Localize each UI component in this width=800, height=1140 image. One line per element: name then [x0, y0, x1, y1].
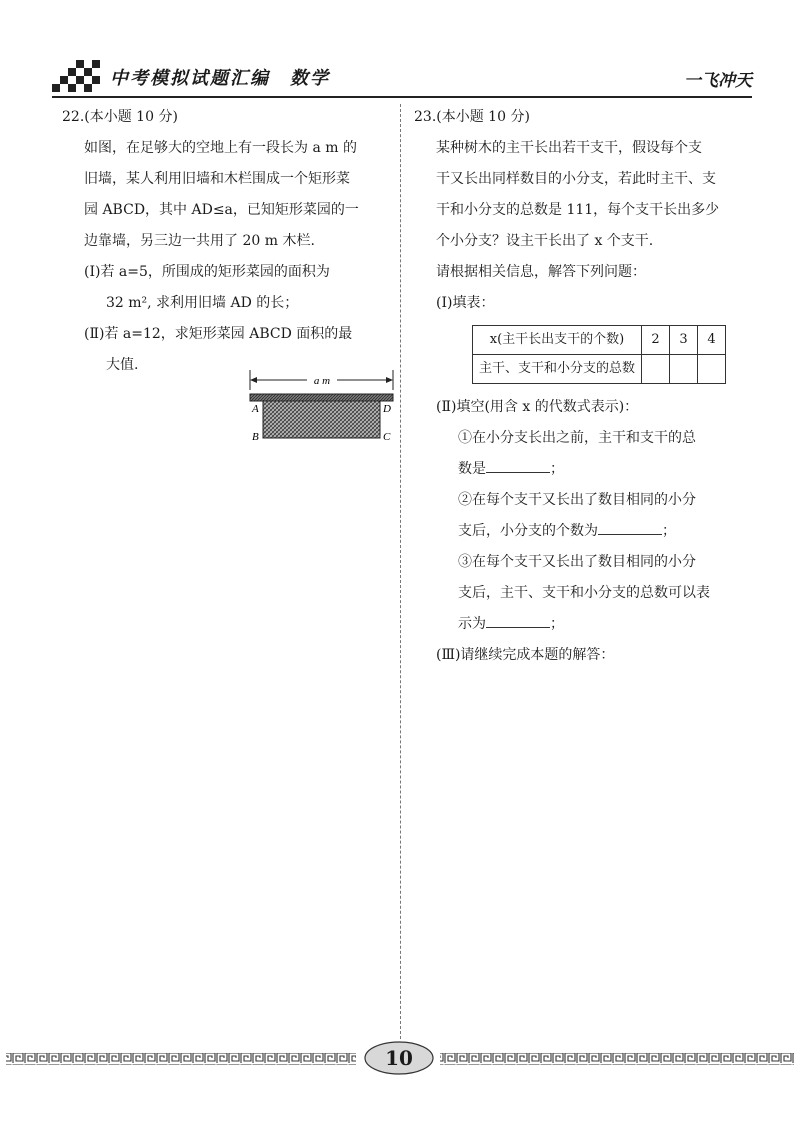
q23-item2-cont	[414, 516, 759, 547]
q23-item2: ②在每个支干又长出了数目相同的小分	[458, 492, 696, 508]
q23-item3-cont2	[414, 609, 759, 640]
table-row	[473, 326, 726, 355]
q22-number: 22.(本小题 10 分)	[62, 109, 178, 125]
column-divider	[400, 104, 401, 1039]
q22-stem-line: 旧墙，某人利用旧墙和木栏围成一个矩形菜	[84, 171, 350, 187]
page-number: 10	[385, 1046, 413, 1070]
q23-item1-cont	[414, 454, 759, 485]
q22-part1-cont: 32 m², 求利用旧墙 AD 的长；	[106, 295, 299, 311]
q23-item3-text: 示为	[458, 616, 486, 632]
table-row	[473, 355, 726, 384]
answer-blank[interactable]	[598, 520, 662, 535]
book-title: 中考模拟试题汇编 数学	[110, 68, 330, 89]
question-23	[414, 102, 759, 671]
q23-instruction: 请根据相关信息，解答下列问题：	[436, 264, 646, 280]
answer-cell[interactable]	[642, 355, 670, 384]
q22-stem-line: 边靠墙，另三边一共用了 20 m 木栏.	[84, 233, 315, 249]
page-header	[52, 58, 752, 98]
answer-blank[interactable]	[486, 458, 550, 473]
q23-item1-text: 数是	[458, 461, 486, 477]
checkerboard-logo-icon	[52, 60, 104, 94]
answer-cell[interactable]	[698, 355, 726, 384]
q23-stem-line: 干又长出同样数目的小分支，若此时主干、支	[436, 171, 716, 187]
q23-item1: ①在小分支长出之前，主干和支干的总	[458, 430, 696, 446]
q22-part2: (Ⅱ)若 a=12，求矩形菜园 ABCD 面积的最	[84, 326, 353, 342]
q23-item2-text: 支后，小分支的个数为	[458, 523, 598, 539]
vertex-a-label: A	[252, 403, 259, 415]
vertex-d-label: D	[383, 403, 391, 415]
q23-stem-line: 干和小分支的总数是 111，每个支干长出多少	[436, 202, 720, 218]
table-header-cell: x(主干长出支干的个数)	[473, 326, 642, 355]
table-cell: 2	[642, 326, 670, 355]
vertex-b-label: B	[252, 431, 259, 443]
q22-stem-line: 园 ABCD，其中 AD≤a，已知矩形菜园的一	[84, 202, 359, 218]
table-cell: 3	[670, 326, 698, 355]
q23-item1-end: ；	[550, 461, 564, 477]
q23-number: 23.(本小题 10 分)	[414, 109, 530, 125]
q23-fill-table	[472, 325, 726, 384]
answer-blank[interactable]	[486, 613, 550, 628]
q22-part1: (Ⅰ)若 a=5，所围成的矩形菜园的面积为	[84, 264, 330, 280]
q23-part2: (Ⅱ)填空(用含 x 的代数式表示)：	[436, 399, 639, 415]
q23-stem-line: 个小分支？设主干长出了 x 个支干.	[436, 233, 654, 249]
header-rule	[52, 96, 752, 98]
question-22	[62, 102, 396, 381]
brand-text: 一飞冲天	[684, 71, 752, 91]
garden-rectangle	[263, 401, 380, 438]
table-cell: 4	[698, 326, 726, 355]
q23-part3: (Ⅲ)请继续完成本题的解答：	[436, 647, 615, 663]
vertex-c-label: C	[383, 431, 391, 443]
q23-item3: ③在每个支干又长出了数目相同的小分	[458, 554, 696, 570]
q22-stem-line: 如图，在足够大的空地上有一段长为 a m 的	[84, 140, 357, 156]
garden-figure	[243, 370, 403, 450]
q23-item3-cont: 支后，主干、支干和小分支的总数可以表	[458, 585, 710, 601]
q22-part2-cont: 大值.	[106, 357, 139, 373]
old-wall	[250, 394, 393, 401]
q23-part1: (Ⅰ)填表：	[436, 295, 495, 311]
q23-item2-end: ；	[662, 523, 676, 539]
table-header-cell: 主干、支干和小分支的总数	[473, 355, 642, 384]
answer-cell[interactable]	[670, 355, 698, 384]
wall-length-label: a m	[313, 375, 331, 387]
q23-item3-end: ；	[550, 616, 564, 632]
q23-stem-line: 某种树木的主干长出若干支干，假设每个支	[436, 140, 702, 156]
